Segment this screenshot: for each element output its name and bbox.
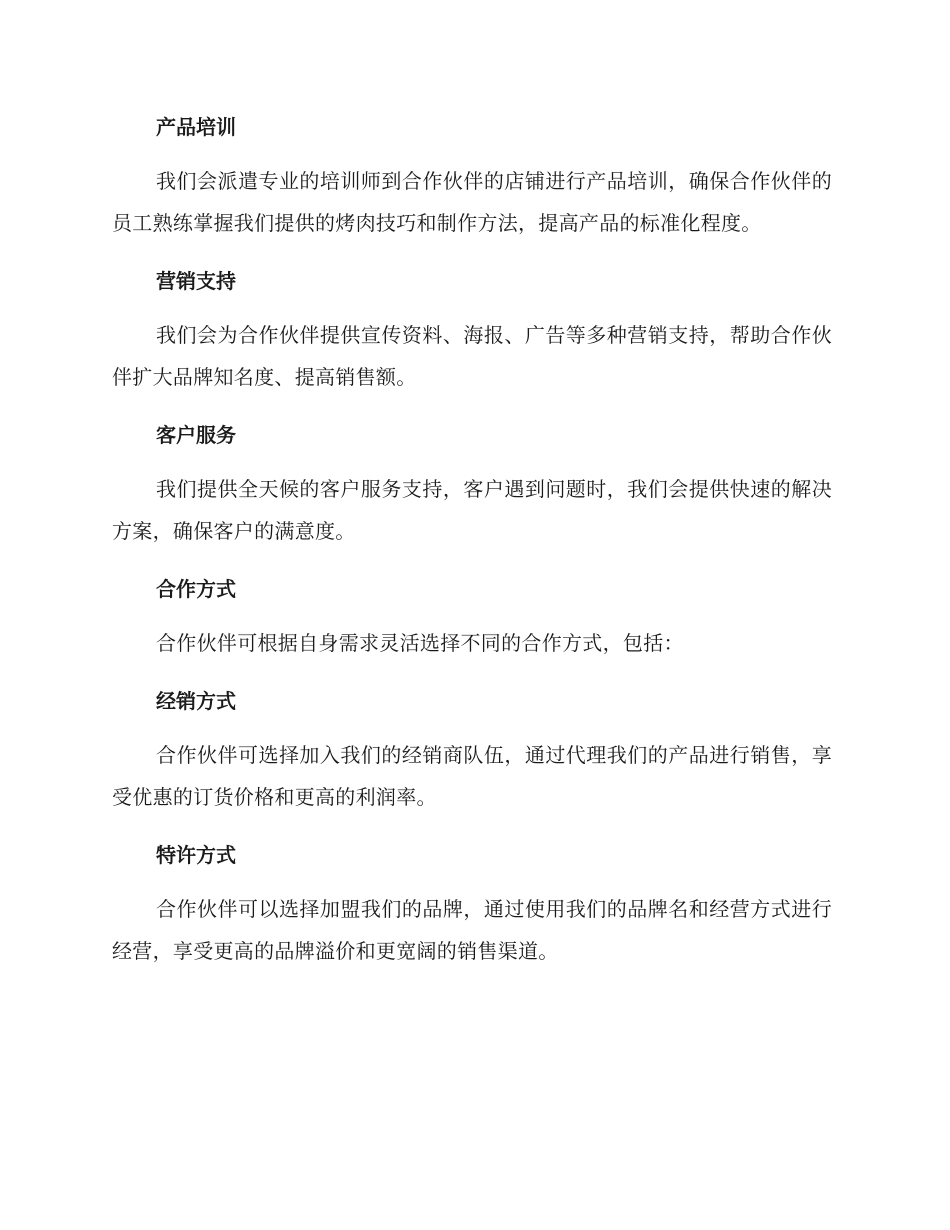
section-product-training [112, 108, 832, 244]
section-paragraph: 我们会派遣专业的培训师到合作伙伴的店铺进行产品培训，确保合作伙伴的员工熟练掌握我们提供的烤肉技巧和制作方法，提高产品的标准化程度。 [112, 169, 832, 235]
section-paragraph: 合作伙伴可选择加入我们的经销商队伍，通过代理我们的产品进行销售，享受优惠的订货价格和更高的利润率。 [112, 743, 832, 809]
section-heading: 产品培训 [156, 115, 236, 139]
section-distribution-method [112, 682, 832, 818]
section-heading: 客户服务 [156, 423, 236, 447]
section-heading: 经销方式 [156, 689, 236, 713]
section-paragraph: 合作伙伴可以选择加盟我们的品牌，通过使用我们的品牌名和经营方式进行经营，享受更高的品牌溢价和更宽阔的销售渠道。 [112, 897, 832, 963]
section-paragraph: 我们会为合作伙伴提供宣传资料、海报、广告等多种营销支持，帮助合作伙伴扩大品牌知名度、提高销售额。 [112, 323, 832, 389]
section-paragraph: 合作伙伴可根据自身需求灵活选择不同的合作方式，包括： [156, 631, 684, 655]
section-heading: 合作方式 [156, 577, 236, 601]
section-heading: 营销支持 [156, 269, 236, 293]
section-customer-service [112, 416, 832, 552]
section-heading: 特许方式 [156, 843, 236, 867]
section-cooperation-methods [112, 570, 832, 664]
section-marketing-support [112, 262, 832, 398]
document-page [112, 108, 832, 990]
section-franchise-method [112, 836, 832, 972]
section-paragraph: 我们提供全天候的客户服务支持，客户遇到问题时，我们会提供快速的解决方案，确保客户的满意度。 [112, 477, 832, 543]
